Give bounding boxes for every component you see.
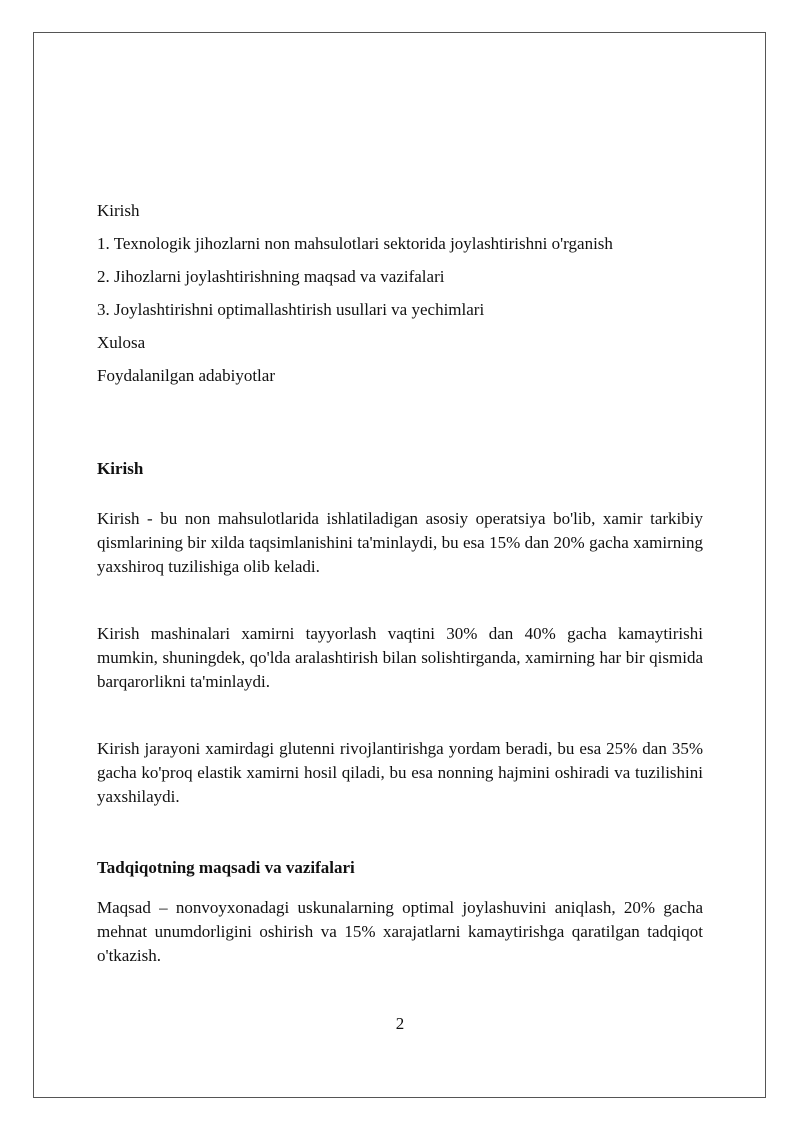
document-content xyxy=(97,200,703,968)
toc-item: 1. Texnologik jihozlarni non mahsulotlari sektorida joylashtirishni o'rganish xyxy=(97,234,613,253)
toc-item: 2. Jihozlarni joylashtirishning maqsad va vazifalari xyxy=(97,267,445,286)
toc-item: Xulosa xyxy=(97,333,146,352)
table-of-contents xyxy=(97,200,703,398)
section-title-goals: Tadqiqotning maqsadi va vazifalari xyxy=(97,858,355,877)
page-number: 2 xyxy=(395,1014,405,1033)
paragraph: Kirish mashinalari xamirni tayyorlash vaqtini 30% dan 40% gacha kamaytirishi mumkin, shuningdek, qo'lda aralashtirish bilan solishtirganda, xamirning har bir qismida barqarorlikni ta'minlaydi. xyxy=(97,624,703,691)
paragraph: Maqsad – nonvoyxonadagi uskunalarning optimal joylashuvini aniqlash, 20% gacha mehnat unumdorligini oshirish va 15% xarajatlarni kamaytirishga qaratilgan tadqiqot o'tkazish. xyxy=(97,898,703,965)
paragraph: Kirish jarayoni xamirdagi glutenni rivojlantirishga yordam beradi, bu esa 25% dan 35% gacha ko'proq elastik xamirni hosil qiladi, bu esa nonning hajmini oshiradi va tuzilishini yaxshilaydi. xyxy=(97,739,703,806)
section-title-kirish: Kirish xyxy=(97,459,144,478)
toc-item: Kirish xyxy=(97,201,140,220)
toc-item: 3. Joylashtirishni optimallashtirish usullari va yechimlari xyxy=(97,300,485,319)
toc-item: Foydalanilgan adabiyotlar xyxy=(97,366,275,385)
paragraph: Kirish - bu non mahsulotlarida ishlatiladigan asosiy operatsiya bo'lib, xamir tarkibiy qismlarining bir xilda taqsimlanishini ta'minlaydi, bu esa 15% dan 20% gacha xamirning yaxshiroq tuzilishiga olib keladi. xyxy=(97,509,703,576)
